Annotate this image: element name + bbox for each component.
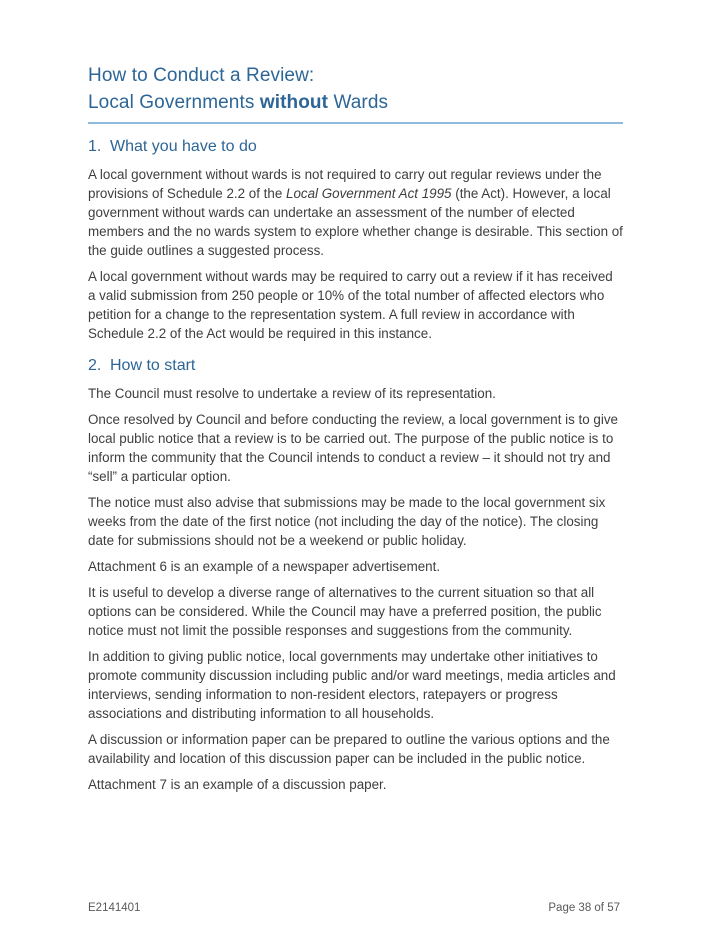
paragraph: It is useful to develop a diverse range of alternatives to the current situation so that all options can be considered. While the Council may have a preferred position, the public notice must not limit the possible responses and suggestions from the community. — [88, 585, 602, 638]
paragraph: The Council must resolve to undertake a review of its representation. — [88, 386, 496, 401]
title-line-2 — [88, 89, 623, 116]
section-1-title: What you have to do — [110, 138, 257, 155]
paragraph-text: (the Act). However, a local government without wards can undertake an assessment of the number of elected members and the no wards system to explore whether change is desirable. This section of the guide outlines a suggested process. — [88, 186, 623, 258]
act-title-italic: Local Government Act 1995 — [286, 186, 452, 201]
title-line-2-pre: Local Governments — [88, 92, 260, 113]
title-divider — [88, 122, 623, 124]
document-header — [88, 62, 623, 124]
section-2-number: 2. — [88, 357, 102, 374]
section-how-to-start — [88, 356, 623, 794]
title-line-2-post: Wards — [328, 92, 389, 113]
paragraph-text: A local government without wards is not required to carry out regular reviews under the provisions of Schedule 2.2 of the — [88, 167, 602, 201]
paragraph: Attachment 6 is an example of a newspaper advertisement. — [88, 559, 441, 574]
page-indicator: Page 38 of 57 — [548, 902, 620, 914]
page-footer — [88, 901, 620, 915]
section-what-you-have-to-do — [88, 137, 623, 343]
paragraph: A local government without wards may be required to carry out a review if it has received a valid submission from 250 people or 10% of the total number of affected electors who petition for a change to the representation system. A full review in accordance with Schedule 2.2 of the Act would be required in this instance. — [88, 269, 613, 341]
document-number: E2141401 — [88, 902, 141, 914]
section-2-title: How to start — [110, 357, 196, 374]
section-2-heading — [88, 356, 623, 375]
paragraph: The notice must also advise that submissions may be made to the local government six weeks from the date of the first notice (not including the day of the notice). The closing date for submissions should not be a weekend or public holiday. — [88, 495, 606, 548]
title-line-1: How to Conduct a Review: — [88, 65, 315, 86]
paragraph — [88, 165, 623, 260]
section-1-heading — [88, 137, 623, 156]
title-line-2-bold: without — [259, 92, 329, 113]
paragraph: In addition to giving public notice, local governments may undertake other initiatives to promote community discussion including public and/or ward meetings, media articles and interviews, sending information to non-resident electors, ratepayers or progress associations and distributing information to all households. — [88, 649, 616, 721]
paragraph: A discussion or information paper can be prepared to outline the various options and the availability and location of this discussion paper can be included in the public notice. — [88, 732, 610, 766]
paragraph: Once resolved by Council and before conducting the review, a local government is to give local public notice that a review is to be carried out. The purpose of the public notice is to inform the community that the Council intends to conduct a review – it should not try and “sell” a particular option. — [88, 412, 618, 484]
section-1-number: 1. — [88, 138, 102, 155]
paragraph: Attachment 7 is an example of a discussion paper. — [88, 777, 387, 792]
document-title — [88, 62, 623, 116]
